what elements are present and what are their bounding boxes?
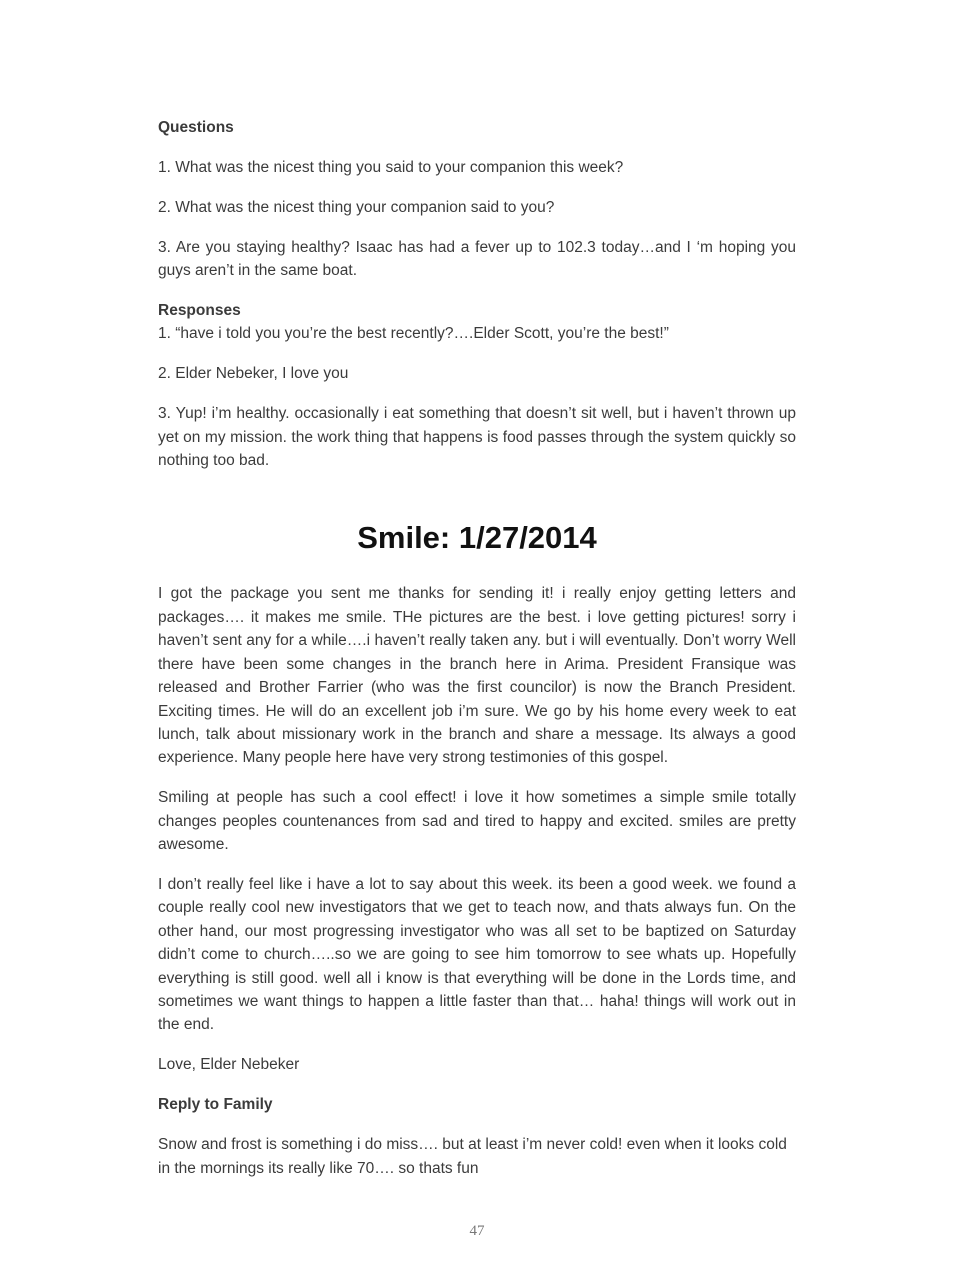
document-page	[158, 116, 796, 1196]
responses-heading: Responses	[158, 302, 241, 320]
letter-paragraph-3: I don’t really feel like i have a lot to say about this week. its been a good week. we found a couple really cool new investigators that we get to teach now, and thats always fun. On the other hand, our most progressing investigator who was all set to be baptized on Saturday didn’t come to church…..so we are going to see him tomorrow to see whats up. Hopefully everything is still good. well all i know is that everything will be done in the Lords time, and sometimes we want things to happen a little faster than that… haha! things will work out in the end.	[158, 875, 796, 1034]
response-1: 1. “have i told you you’re the best recently?….Elder Scott, you’re the best!”	[158, 325, 669, 343]
reply-text: Snow and frost is something i do miss…. but at least i’m never cold! even when it looks cold in the mornings its really like 70…. so thats fun	[158, 1136, 787, 1177]
question-2: 2. What was the nicest thing your companion said to you?	[158, 198, 555, 216]
questions-heading: Questions	[158, 119, 234, 136]
letter-title: Smile: 1/27/2014	[357, 520, 597, 556]
letter-paragraph-1: I got the package you sent me thanks for sending it! i really enjoy getting letters and packages…. it makes me smile. THe pictures are the best. i love getting pictures! sorry i haven’t sent any for a while….i haven’t really taken any. but i will eventually. Don’t worry Well there have been some changes in the branch here in Arima. President Fransique was released and Brother Farrier (who was the first councilor) is now the Branch President. Exciting times. He will do an excellent job i’m sure. We go by his home every week to eat lunch, talk about missionary work in the branch and share a message. Its always a good experience. Many people here have very strong testimonies of this gospel.	[158, 585, 796, 767]
response-3: 3. Yup! i’m healthy. occasionally i eat something that doesn’t sit well, but i haven’t thrown up yet on my mission. the work thing that happens is food passes through the system quickly so nothing too bad.	[158, 405, 796, 470]
letter-signoff: Love, Elder Nebeker	[158, 1056, 300, 1074]
question-3: 3. Are you staying healthy? Isaac has had a fever up to 102.3 today…and I ‘m hoping you guys aren’t in the same boat.	[158, 238, 796, 280]
letter-paragraph-2: Smiling at people has such a cool effect! i love it how sometimes a simple smile totally changes peoples countenances from sad and tired to happy and excited. smiles are pretty awesome.	[158, 789, 796, 854]
page-number: 47	[469, 1223, 485, 1239]
reply-heading: Reply to Family	[158, 1096, 273, 1114]
question-1: 1. What was the nicest thing you said to your companion this week?	[158, 158, 624, 176]
response-2: 2. Elder Nebeker, I love you	[158, 365, 349, 383]
